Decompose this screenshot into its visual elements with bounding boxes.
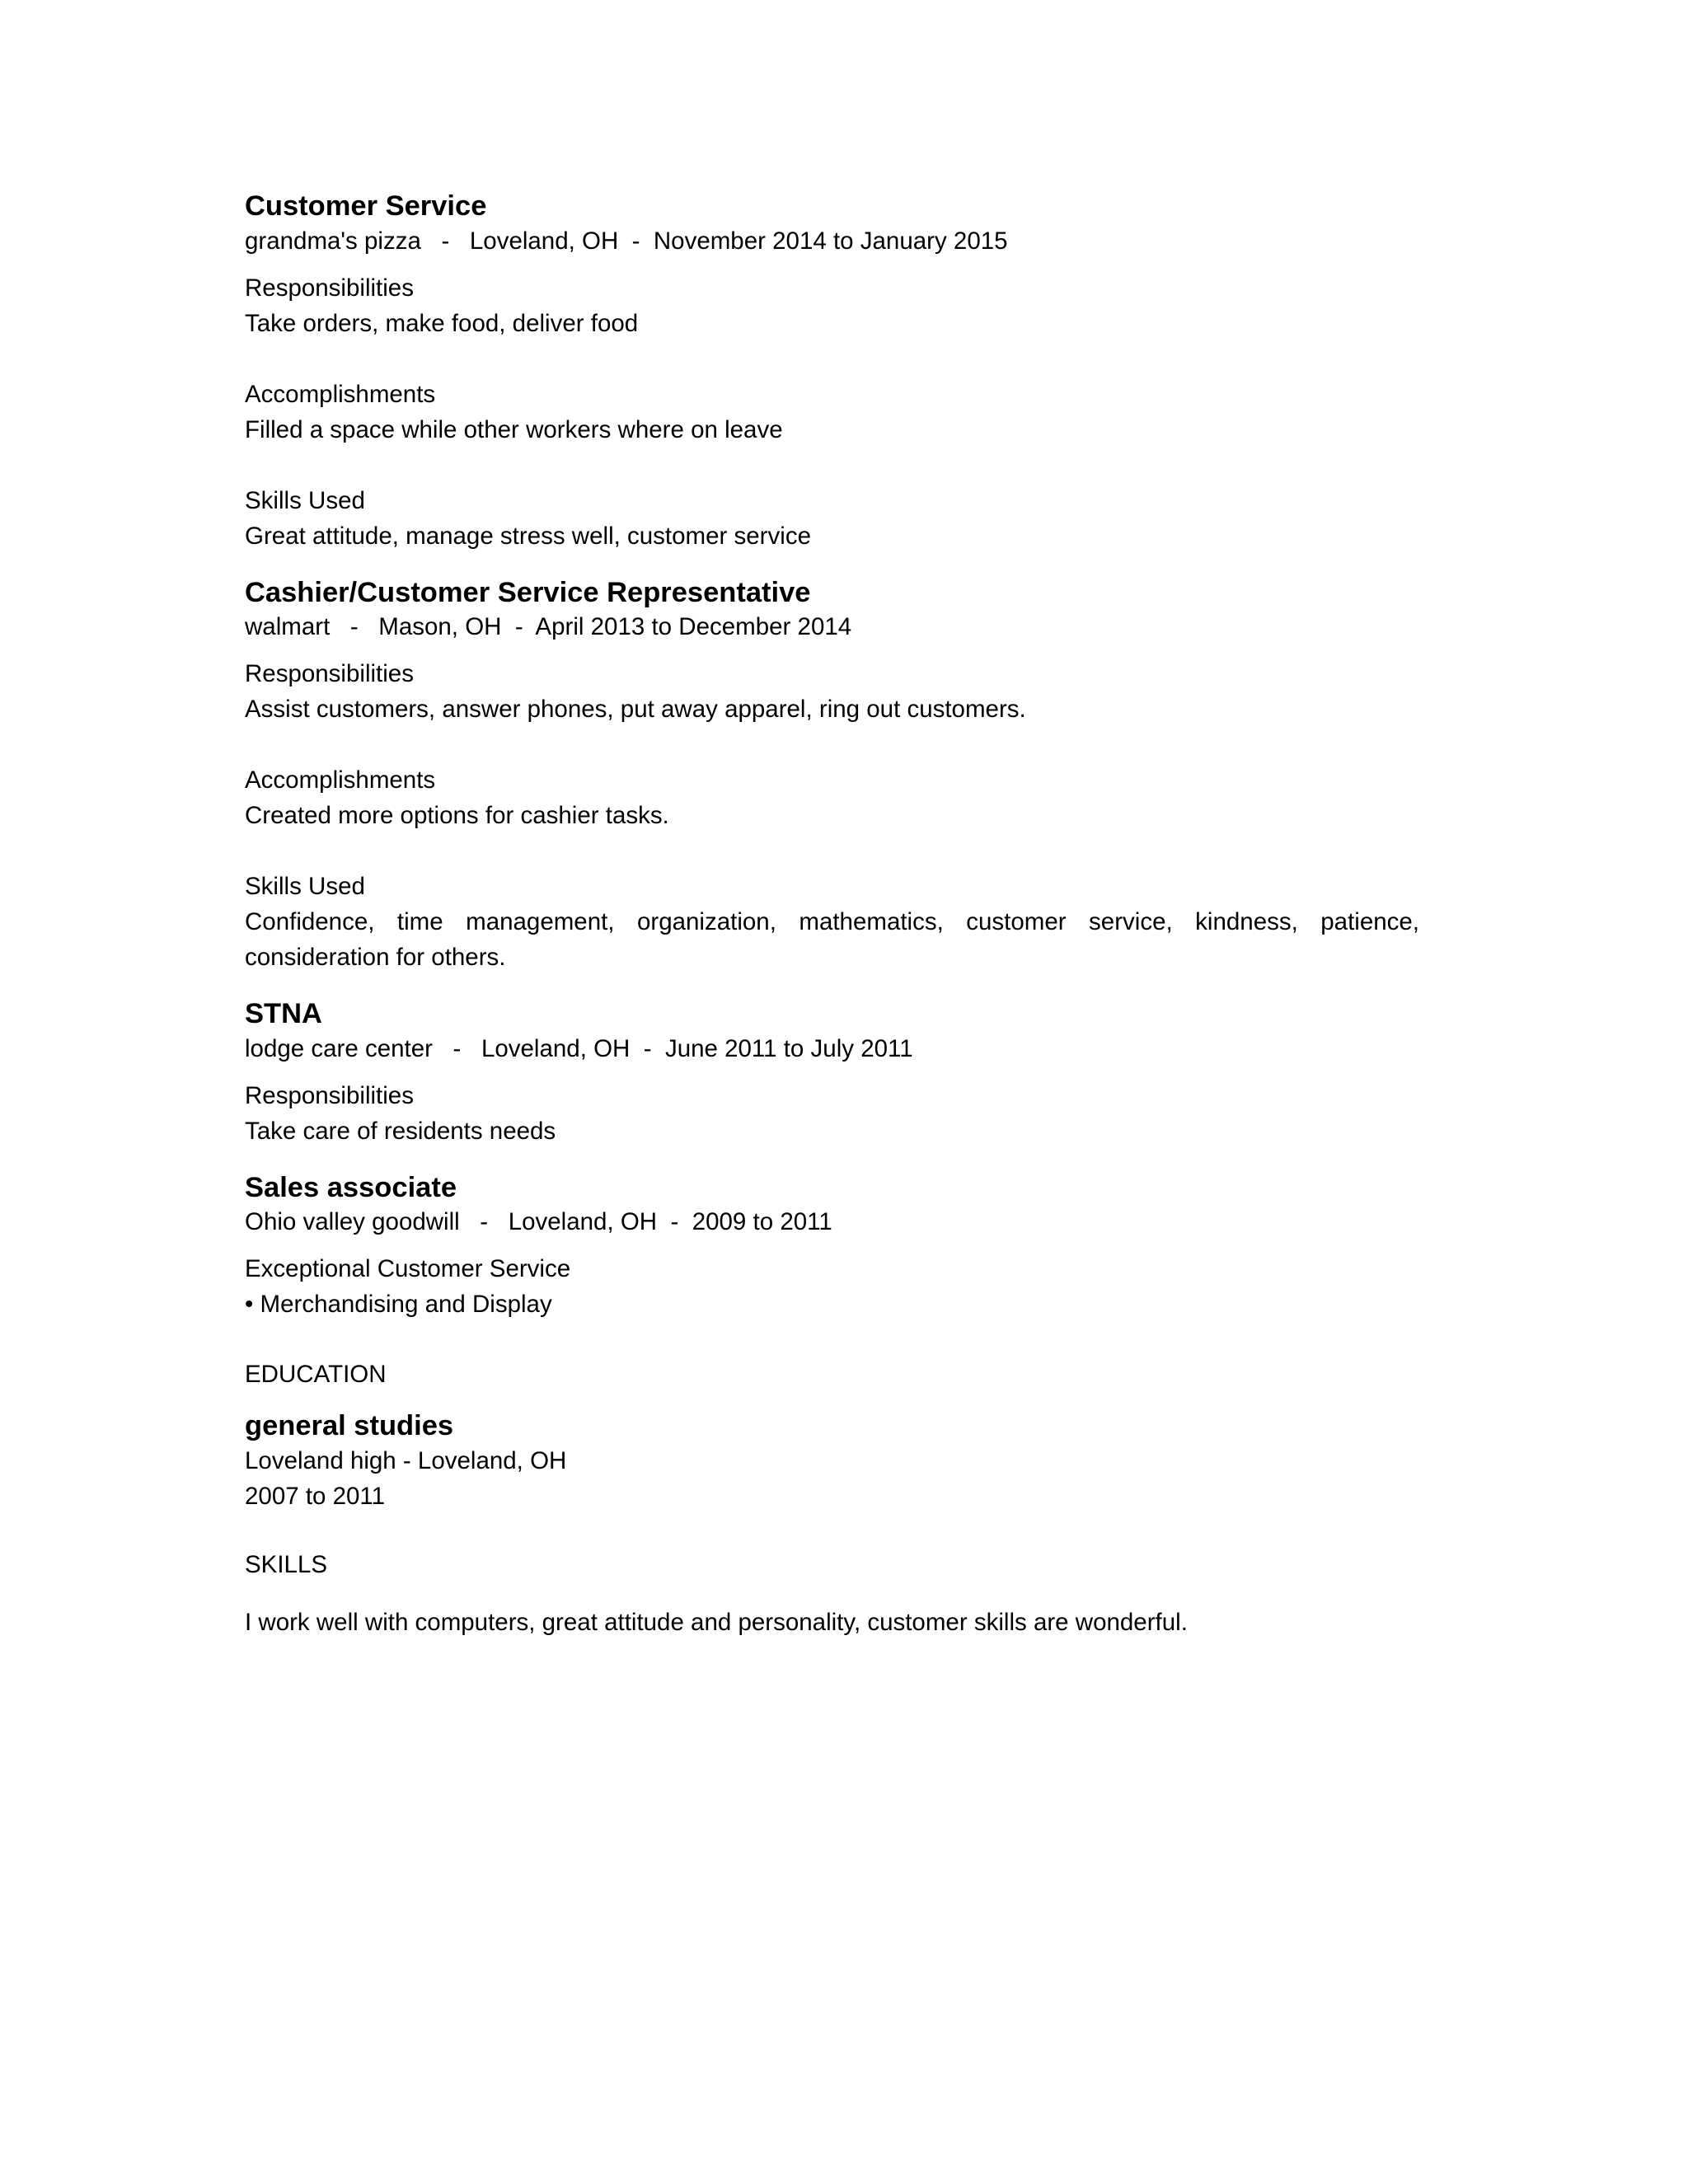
resume-page xyxy=(245,192,1419,1640)
job-entry-customer-service xyxy=(245,192,1419,554)
block-text: Created more options for cashier tasks. xyxy=(245,802,669,829)
education-degree: general studies xyxy=(245,1410,454,1441)
job-entry-sales-associate xyxy=(245,1171,1419,1323)
block-text: • Merchandising and Display xyxy=(245,1291,552,1318)
job-title: STNA xyxy=(245,998,322,1029)
block-text: Take care of residents needs xyxy=(245,1117,556,1145)
job-meta: lodge care center - Loveland, OH - June 2011 to July 2011 xyxy=(245,1034,913,1062)
job-entry-cashier xyxy=(245,576,1419,976)
block-label: Skills Used xyxy=(245,486,365,514)
block-label: Accomplishments xyxy=(245,380,436,408)
block-text: Assist customers, answer phones, put away apparel, ring out customers. xyxy=(245,696,1026,723)
block-text: Confidence, time management, organization, mathematics, customer service, kindness, patience, consideration for others. xyxy=(245,908,1419,971)
skills-section xyxy=(245,1547,1419,1640)
job-title: Sales associate xyxy=(245,1171,457,1203)
block-text: Filled a space while other workers where on leave xyxy=(245,415,783,443)
block-label: Responsibilities xyxy=(245,274,414,302)
job-meta: Ohio valley goodwill - Loveland, OH - 2009 to 2011 xyxy=(245,1208,832,1235)
section-heading-education: EDUCATION xyxy=(245,1361,387,1388)
skills-text: I work well with computers, great attitude and personality, customer skills are wonderful. xyxy=(245,1608,1188,1636)
block-label: Skills Used xyxy=(245,873,365,900)
job-title: Customer Service xyxy=(245,190,487,222)
education-section xyxy=(245,1357,1419,1514)
block-label: Accomplishments xyxy=(245,766,436,794)
job-meta: walmart - Mason, OH - April 2013 to December 2014 xyxy=(245,613,852,640)
education-school: Loveland high - Loveland, OH xyxy=(245,1446,567,1474)
block-text: Take orders, make food, deliver food xyxy=(245,309,639,337)
section-heading-skills: SKILLS xyxy=(245,1550,328,1578)
job-title: Cashier/Customer Service Representative xyxy=(245,576,811,608)
block-label: Responsibilities xyxy=(245,660,414,687)
job-meta: grandma's pizza - Loveland, OH - November 2014 to January 2015 xyxy=(245,227,1008,255)
block-label: Responsibilities xyxy=(245,1081,414,1109)
block-label: Exceptional Customer Service xyxy=(245,1255,571,1282)
job-entry-stna xyxy=(245,1000,1419,1149)
block-text: Great attitude, manage stress well, customer service xyxy=(245,522,811,550)
education-years: 2007 to 2011 xyxy=(245,1482,386,1510)
